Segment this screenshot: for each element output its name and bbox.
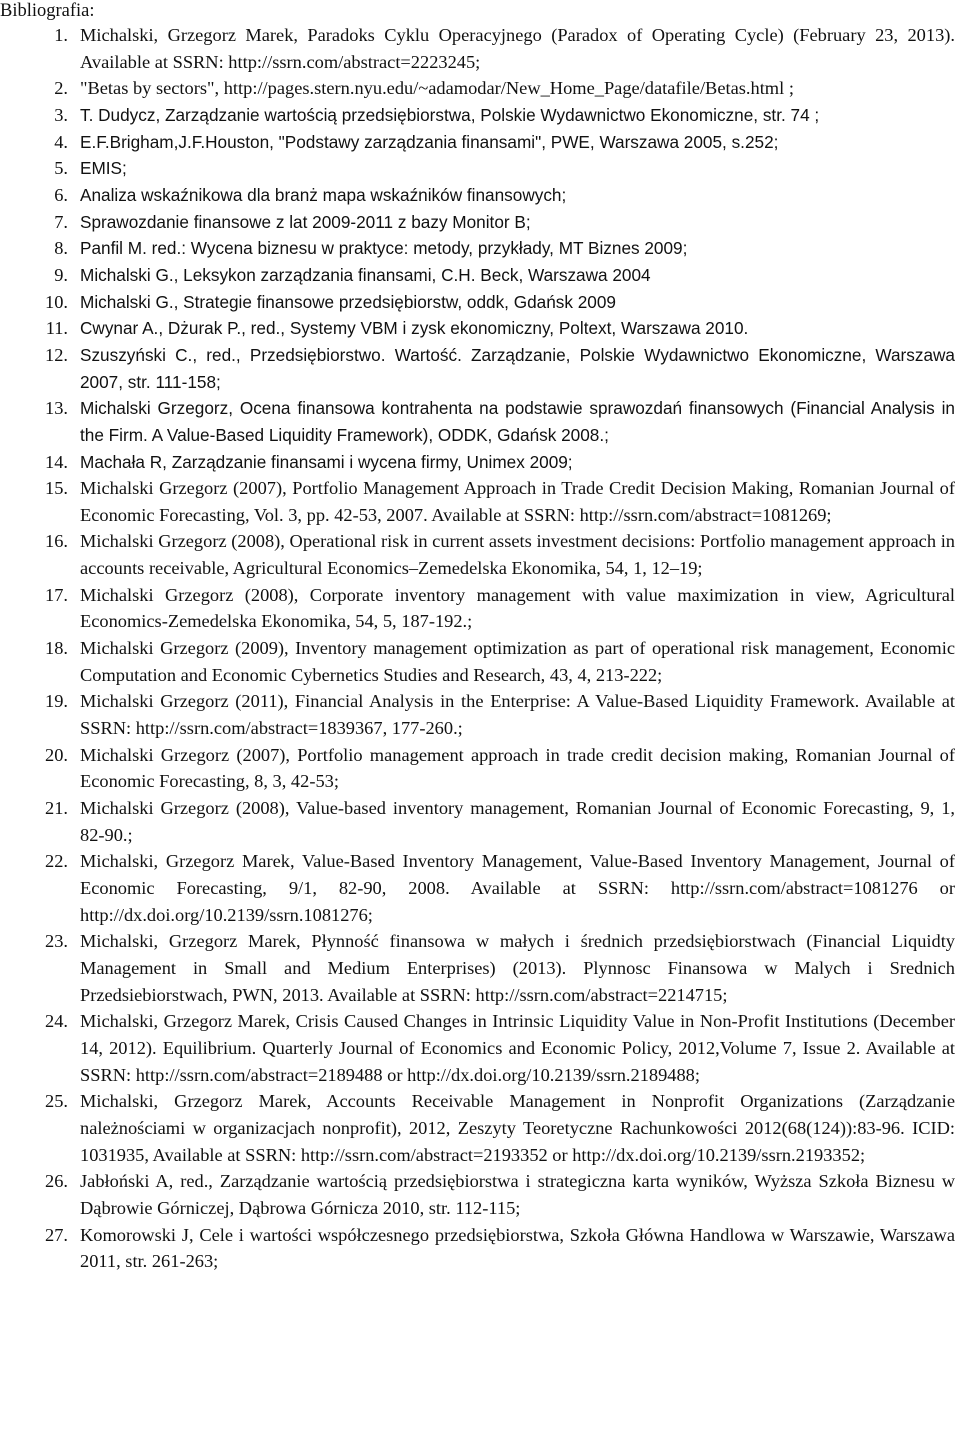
bibliography-entry-18 <box>0 635 955 688</box>
bibliography-entry-7 <box>0 209 955 236</box>
entry-text: Michalski, Grzegorz Marek, Accounts Receivable Management in Nonprofit Organizations (Zarządzanie należnościami w organizacjach nonprofit), 2012, Zeszyty Teoretyczne Rachunkowości 2012(68(124)):83-96. ICID: 1031935, Available at SSRN: http://ssrn.com/abstract=2193352 or http://dx.doi.org/10.2139/ssrn.2193352; <box>80 1091 955 1165</box>
bibliography-entry-4 <box>0 129 955 156</box>
entry-number: 25. <box>45 1091 68 1112</box>
bibliography-heading: Bibliografia: <box>0 1 95 21</box>
bibliography-list <box>0 22 960 1275</box>
entry-text: Michalski, Grzegorz Marek, Płynność finansowa w małych i średnich przedsiębiorstwach (Financial Liquidty Management in Small and Medium Enterprises) (2013). Plynnosc Finansowa w Malych i Srednich Przedsiebiorstwach, PWN, 2013. Available at SSRN: http://ssrn.com/abstract=2214715; <box>80 931 955 1005</box>
bibliography-entry-2 <box>0 75 955 102</box>
bibliography-entry-25 <box>0 1088 955 1168</box>
bibliography-entry-10 <box>0 289 955 316</box>
entry-number: 11. <box>45 318 68 339</box>
entry-text: Sprawozdanie finansowe z lat 2009-2011 z bazy Monitor B; <box>80 211 531 232</box>
bibliography-entry-1 <box>0 22 955 75</box>
entry-number: 1. <box>54 25 68 45</box>
bibliography-entry-3 <box>0 102 955 129</box>
entry-number: 17. <box>45 584 68 605</box>
bibliography-entry-16 <box>0 528 955 581</box>
bibliography-entry-8 <box>0 235 955 262</box>
entry-number: 19. <box>45 691 68 712</box>
bibliography-entry-21 <box>0 795 955 848</box>
bibliography-entry-15 <box>0 475 955 528</box>
entry-number: 8. <box>54 238 68 259</box>
entry-number: 9. <box>54 264 68 285</box>
entry-text: Michalski Grzegorz (2007), Portfolio management approach in trade credit decision making, Romanian Journal of Economic Forecasting, 8, 3, 42-53; <box>80 744 955 792</box>
entry-text: Analiza wskaźnikowa dla branż mapa wskaźników finansowych; <box>80 184 567 205</box>
entry-number: 6. <box>54 184 68 205</box>
bibliography-entry-20 <box>0 742 955 795</box>
entry-text: T. Dudycz, Zarządzanie wartością przedsiębiorstwa, Polskie Wydawnictwo Ekonomiczne, str. 74 ; <box>80 104 820 125</box>
entry-text: Panfil M. red.: Wycena biznesu w praktyce: metody, przykłady, MT Biznes 2009; <box>80 238 688 259</box>
bibliography-entry-9 <box>0 262 955 289</box>
entry-text: "Betas by sectors", http://pages.stern.nyu.edu/~adamodar/New_Home_Page/datafile/Betas.html ; <box>80 78 794 99</box>
entry-number: 14. <box>45 451 68 472</box>
bibliography-entry-17 <box>0 582 955 635</box>
entry-number: 26. <box>45 1171 68 1192</box>
entry-number: 5. <box>54 158 68 179</box>
entry-text: Michalski Grzegorz (2008), Operational risk in current assets investment decisions: Portfolio management approach in accounts receivable, Agricultural Economics–Zemedelska Ekonomika, 54, 1, 12–19; <box>80 531 955 579</box>
entry-number: 23. <box>45 931 68 952</box>
bibliography-entry-6 <box>0 182 955 209</box>
bibliography-entry-14 <box>0 449 955 476</box>
entry-text: Michalski G., Strategie finansowe przedsiębiorstw, oddk, Gdańsk 2009 <box>80 291 616 312</box>
entry-number: 20. <box>45 744 68 765</box>
bibliography-entry-12 <box>0 342 955 395</box>
entry-number: 4. <box>54 131 68 152</box>
entry-text: Michalski, Grzegorz Marek, Value-Based Inventory Management, Value-Based Inventory Management, Journal of Economic Forecasting, 9/1, 82-90, 2008. Available at SSRN: http://ssrn.com/abstract=1081276 or http://dx.doi.org/10.2139/ssrn.1081276; <box>80 851 955 925</box>
bibliography-entry-13 <box>0 395 955 448</box>
entry-text: E.F.Brigham,J.F.Houston, "Podstawy zarządzania finansami", PWE, Warszawa 2005, s.252; <box>80 131 779 152</box>
entry-number: 10. <box>45 291 68 312</box>
entry-number: 16. <box>45 531 68 552</box>
bibliography-entry-24 <box>0 1008 955 1088</box>
entry-text: Michalski Grzegorz (2011), Financial Analysis in the Enterprise: A Value-Based Liquidity Framework. Available at SSRN: http://ssrn.com/abstract=1839367, 177-260.; <box>80 691 955 739</box>
entry-number: 12. <box>45 344 68 365</box>
entry-text: Michalski, Grzegorz Marek, Paradoks Cyklu Operacyjnego (Paradox of Operating Cycle) (February 23, 2013). Available at SSRN: http://ssrn.com/abstract=2223245; <box>80 25 955 72</box>
entry-text: Michalski Grzegorz (2007), Portfolio Management Approach in Trade Credit Decision Making, Romanian Journal of Economic Forecasting, Vol. 3, pp. 42-53, 2007. Available at SSRN: http://ssrn.com/abstract=1081269; <box>80 478 955 525</box>
entry-number: 18. <box>45 638 68 659</box>
bibliography-entry-19 <box>0 688 955 741</box>
entry-number: 27. <box>45 1224 68 1245</box>
bibliography-entry-22 <box>0 848 955 928</box>
entry-text: Michalski Grzegorz, Ocena finansowa kontrahenta na podstawie sprawozdań finansowych (Financial Analysis in the Firm. A Value-Based Liquidity Framework), ODDK, Gdańsk 2008.; <box>80 398 955 445</box>
entry-text: Jabłoński A, red., Zarządzanie wartością przedsiębiorstwa i strategiczna karta wyników, Wyższa Szkoła Biznesu w Dąbrowie Górniczej, Dąbrowa Górnicza 2010, str. 112-115; <box>80 1171 955 1218</box>
bibliography-entry-27 <box>0 1222 955 1275</box>
entry-number: 3. <box>54 104 68 125</box>
entry-text: Michalski Grzegorz (2009), Inventory management optimization as part of operational risk management, Economic Computation and Economic Cybernetics Studies and Research, 43, 4, 213-222; <box>80 638 955 685</box>
bibliography-entry-11 <box>0 315 955 342</box>
entry-text: Cwynar A., Dżurak P., red., Systemy VBM i zysk ekonomiczny, Poltext, Warszawa 2010. <box>80 318 749 339</box>
bibliography-entry-23 <box>0 928 955 1008</box>
entry-text: Michalski Grzegorz (2008), Value-based inventory management, Romanian Journal of Economic Forecasting, 9, 1, 82-90.; <box>80 798 955 845</box>
entry-text: EMIS; <box>80 158 127 179</box>
bibliography-entry-26 <box>0 1168 955 1221</box>
entry-number: 22. <box>45 851 68 872</box>
bibliography-entry-5 <box>0 155 955 182</box>
entry-text: Komorowski J, Cele i wartości współczesnego przedsiębiorstwa, Szkoła Główna Handlowa w Warszawie, Warszawa 2011, str. 261-263; <box>80 1224 955 1272</box>
entry-number: 15. <box>45 478 68 499</box>
entry-number: 7. <box>54 211 68 232</box>
entry-number: 21. <box>45 798 68 819</box>
entry-text: Machała R, Zarządzanie finansami i wycena firmy, Unimex 2009; <box>80 451 573 472</box>
entry-text: Michalski, Grzegorz Marek, Crisis Caused Changes in Intrinsic Liquidity Value in Non-Profit Institutions (December 14, 2012). Equilibrium. Quarterly Journal of Economics and Economic Policy, 2012,Volume 7, Issue 2. Available at SSRN: http://ssrn.com/abstract=2189488 or http://dx.doi.org/10.2139/ssrn.2189488; <box>80 1011 955 1085</box>
entry-number: 24. <box>45 1011 68 1032</box>
entry-text: Michalski G., Leksykon zarządzania finansami, C.H. Beck, Warszawa 2004 <box>80 264 651 285</box>
entry-text: Szuszyński C., red., Przedsiębiorstwo. Wartość. Zarządzanie, Polskie Wydawnictwo Ekonomiczne, Warszawa 2007, str. 111-158; <box>80 344 955 392</box>
entry-number: 2. <box>54 78 68 99</box>
entry-text: Michalski Grzegorz (2008), Corporate inventory management with value maximization in view, Agricultural Economics-Zemedelska Ekonomika, 54, 5, 187-192.; <box>80 584 955 632</box>
entry-number: 13. <box>45 398 68 419</box>
